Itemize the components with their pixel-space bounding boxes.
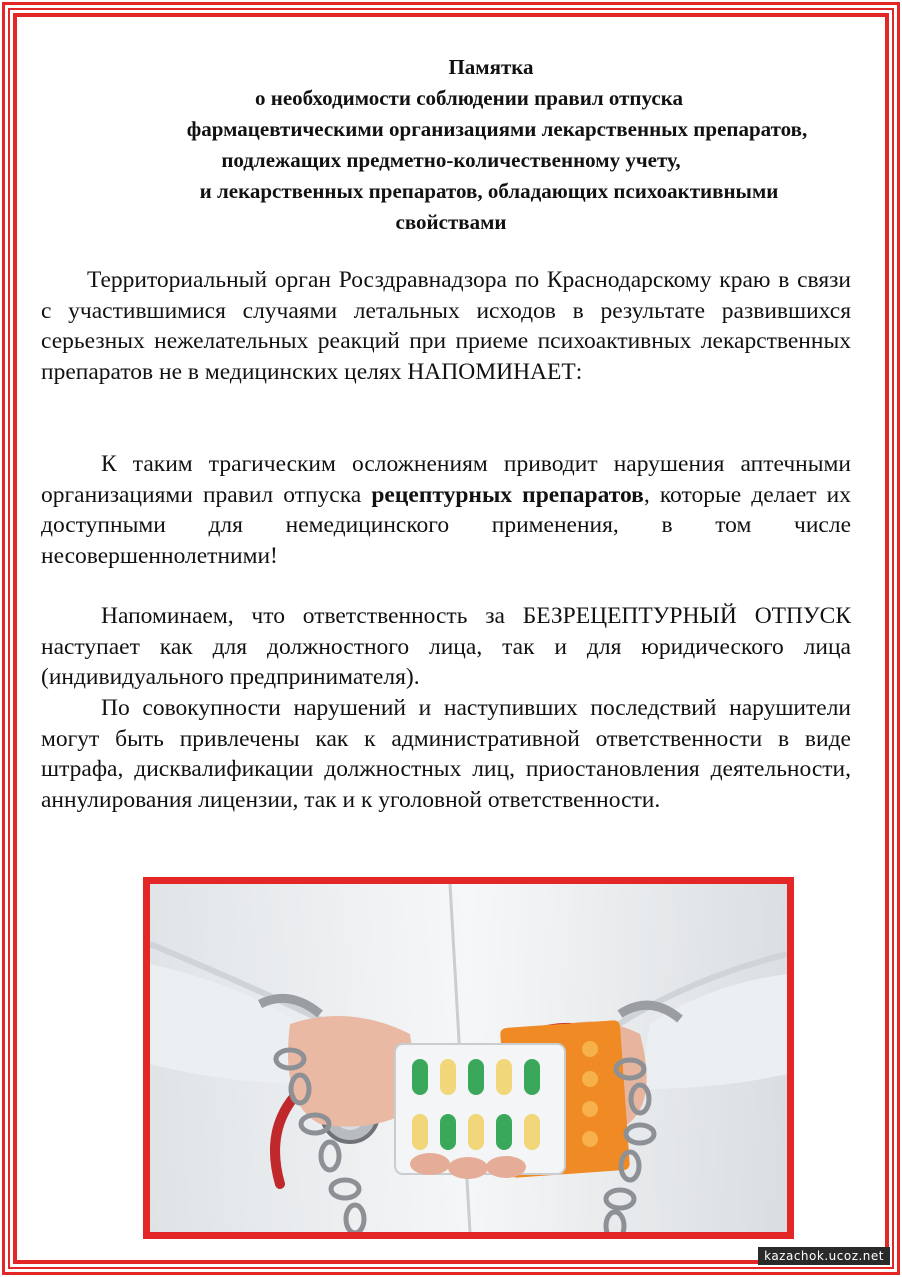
document-title bbox=[40, 52, 862, 238]
watermark-label: kazachok.ucoz.net bbox=[758, 1247, 890, 1265]
title-line: фармацевтическими организациями лекарственных препаратов, bbox=[186, 117, 808, 141]
illustration-photo bbox=[143, 877, 794, 1239]
paragraph-text: К таким трагическим осложнениям приводит нарушения аптечными организациями правил отпуска bbox=[41, 451, 851, 508]
title-line: подлежащих предметно-количественному учету, bbox=[221, 148, 681, 172]
paragraph-complications bbox=[41, 449, 851, 571]
paragraph-penalties: По совокупности нарушений и наступивших последствий нарушители могут быть привлечены как к административной ответственности в виде штрафа, дисквалификации должностных лиц, приостановления деятельности, аннулирования лицензии, так и к уголовной ответственности. bbox=[41, 695, 851, 813]
paragraph-responsibility: Напоминаем, что ответственность за БЕЗРЕЦЕПТУРНЫЙ ОТПУСК наступает как для должностного лица, так и для юридического лица (индивидуального предпринимателя). bbox=[41, 603, 851, 690]
paragraph-text: , которые делает их доступными для немедицинского применения, в том числе несовершеннолетними! bbox=[41, 481, 851, 569]
title-line: о необходимости соблюдении правил отпуска bbox=[255, 86, 683, 110]
paragraph-bold-text: рецептурных препаратов bbox=[371, 481, 644, 508]
title-line: свойствами bbox=[395, 210, 507, 234]
title-line: Памятка bbox=[448, 55, 534, 79]
handcuffed-hands-holding-pills-icon bbox=[150, 884, 787, 1232]
title-line: и лекарственных препаратов, обладающих психоактивными bbox=[199, 179, 779, 203]
paragraph-intro: Территориальный орган Росздравнадзора по Краснодарскому краю в связи с участившимися случаями летальных исходов в результате развившихся серьезных нежелательных реакций при приеме психоактивных лекарственных препаратов не в медицинских целях НАПОМИНАЕТ: bbox=[41, 267, 851, 385]
